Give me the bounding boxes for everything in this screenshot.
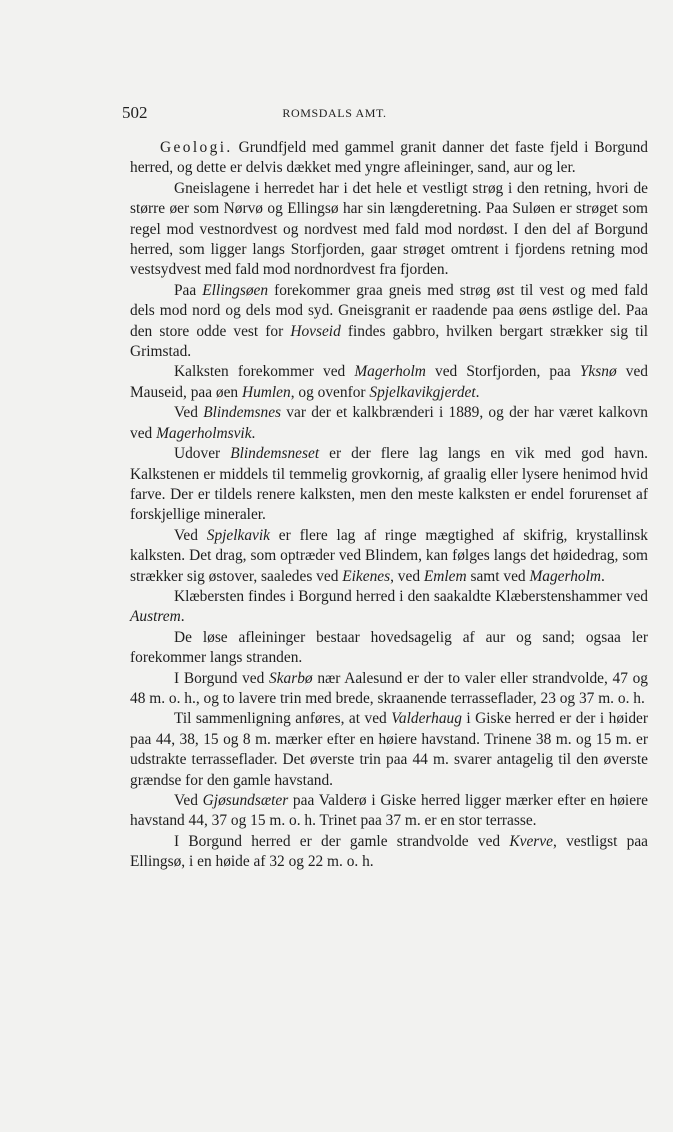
text-run: var der et kalkbrænderi i 1889, og der har været kalkovn ved xyxy=(130,404,648,442)
paragraph-kverve xyxy=(130,832,648,873)
italic-place-name: Yksnø xyxy=(579,363,617,381)
text-run: , ved xyxy=(390,567,424,585)
italic-place-name: Magerholm xyxy=(529,567,602,585)
text-run: De løse afleininger bestaar hovedsagelig af aur og sand; ogsaa ler forekommer langs stranden. xyxy=(130,628,648,667)
paragraph-loose-deposits xyxy=(130,628,648,669)
italic-place-name: Kverve xyxy=(509,832,553,850)
paragraph-gjosundsaeter xyxy=(130,791,648,832)
text-run: Grundfjeld med gammel granit danner det faste fjeld i Borgund herred, og dette er delvis dækket med yngre afleininger, sand, aur og ler. xyxy=(130,139,648,177)
italic-place-name: Humlen xyxy=(241,383,291,401)
paragraph-blindemsnes xyxy=(130,403,648,444)
paragraph-gneiss-layers xyxy=(130,179,648,281)
text-run: er flere lag af ringe mægtighed af skifrig, krystallinsk kalksten. Det drag, som optræder ved Blindem, kan følges langs det høidedrag, som strækker sig østover, saaledes ved xyxy=(130,526,648,585)
paragraph-valderhaug xyxy=(130,709,648,791)
italic-place-name: Spjelkavikgjerdet xyxy=(369,383,476,401)
text-run: Klæbersten findes i Borgund herred i den saakaldte Klæberstenshammer ved xyxy=(174,587,648,605)
paragraph-ellingsoen xyxy=(130,281,648,363)
text-run: Paa xyxy=(174,281,203,299)
paragraph-klaebersten xyxy=(130,587,648,628)
text-run: i Giske herred er der i høider paa 44, 38, 15 og 8 m. mærker efter en høiere havstand. Trinene 38 m. og 15 m. er udstrakte terrasseflader. Det øverste trin paa 44 m. svarer antagelig til den øverste grændse for den gamle havstand. xyxy=(130,710,648,789)
italic-place-name: Eikenes xyxy=(342,567,391,585)
text-run: paa Valderø i Giske herred ligger mærker efter en høiere havstand 44, 37 og 15 m. o. h. Trinet paa 37 m. er en stor terrasse. xyxy=(130,792,648,830)
text-run: Til sammenligning anføres, at ved xyxy=(174,710,392,728)
page-header xyxy=(122,103,547,125)
italic-place-name: Hovseid xyxy=(290,322,341,340)
page-number: 502 xyxy=(122,103,148,122)
text-run: findes gabbro, hvilken bergart strækker sig til Grimstad. xyxy=(130,322,648,361)
text-run: forekommer graa gneis med strøg øst til vest og med fald dels mod nord og dels mod syd. Gneisgranit er raadende paa øens østlige del. Paa den store odde vest for xyxy=(130,281,648,340)
paragraph-spjelkavik xyxy=(130,526,648,587)
text-run: er der flere lag langs en vik med god havn. Kalkstenen er middels til temmelig grovkornig, af graalig eller lysere henimod hvid farve. Der er tildels renere kalksten, men den meste kalksten er endel forurenset af forskjellige mineraler. xyxy=(130,445,648,524)
text-run: ved Storfjorden, paa xyxy=(425,363,580,381)
italic-place-name: Magerholm xyxy=(354,363,426,381)
italic-place-name: Emlem xyxy=(423,567,467,585)
text-run: nær Aalesund er der to valer eller strandvolde, 47 og 48 m. o. h., og to lavere trin med brede, skraanende terrasseflader, 23 og 37 m. o. h. xyxy=(130,669,649,707)
italic-place-name: Blindemsneset xyxy=(230,445,320,463)
italic-place-name: Ellingsøen xyxy=(202,281,269,299)
text-run: Udover xyxy=(174,445,231,463)
italic-place-name: Blindemsnes xyxy=(203,404,282,422)
text-run: , og ovenfor xyxy=(290,383,370,401)
italic-place-name: Austrem xyxy=(130,608,181,626)
running-title: ROMSDALS AMT. xyxy=(282,106,387,120)
text-run: . xyxy=(601,567,605,585)
paragraph-geology-intro xyxy=(130,138,648,179)
text-run: Kalksten forekommer ved xyxy=(174,363,355,381)
text-run: Gneislagene i herredet har i det hele et vestligt strøg i den retning, hvori de større øer som Nørvø og Ellingsø har sin længderetning. Paa Suløen er strøget som regel mod vestnordvest og nordvest med fald mod nordøst. I den del af Borgund herred, som ligger langs Storfjorden, gaar strøget omtrent i fjordens retning mod vestsydvest med fald mod nordnordvest fra fjorden. xyxy=(130,179,648,279)
italic-place-name: Skarbø xyxy=(269,669,313,687)
body-text xyxy=(130,138,648,873)
text-run: . xyxy=(251,424,256,442)
paragraph-blindemsneset xyxy=(130,444,648,526)
italic-place-name: Spjelkavik xyxy=(206,526,270,544)
text-run: Ved xyxy=(174,792,203,809)
text-run: , vestligst paa Ellingsø, i en høide af 32 og 22 m. o. h. xyxy=(130,832,648,871)
text-run: . xyxy=(475,383,480,401)
text-run: samt ved xyxy=(466,567,530,585)
text-run: ved Mauseid, paa øen xyxy=(130,363,648,401)
text-run: I Borgund ved xyxy=(174,669,270,687)
text-run: I Borgund herred er der gamle strandvolde ved xyxy=(174,832,510,850)
italic-place-name: Magerholmsvik xyxy=(156,424,252,442)
text-run: Ved xyxy=(174,404,204,422)
italic-place-name: Valderhaug xyxy=(391,710,462,728)
paragraph-kalksten xyxy=(130,362,648,403)
paragraph-skarbo xyxy=(130,669,648,710)
section-heading: Geologi. xyxy=(160,139,233,156)
text-run: . xyxy=(180,608,185,626)
text-run: Ved xyxy=(174,526,207,544)
italic-place-name: Gjøsundsæter xyxy=(202,792,289,809)
